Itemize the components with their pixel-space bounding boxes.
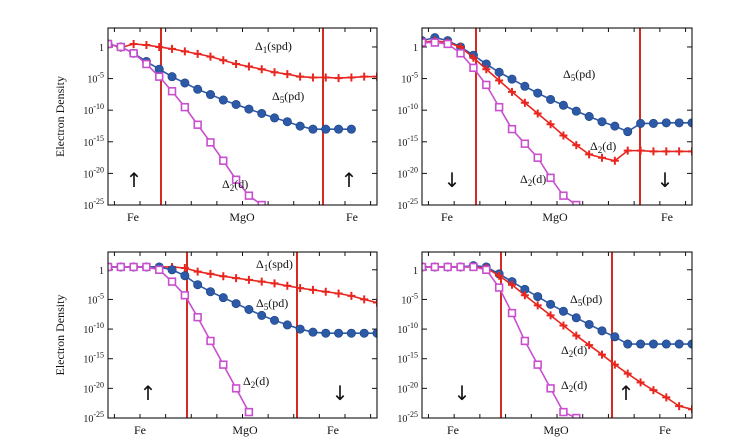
data-point	[309, 286, 317, 294]
data-point	[207, 338, 214, 345]
y-tick-label: $10^{-25}$	[83, 197, 104, 212]
data-point	[347, 73, 355, 81]
data-point	[258, 311, 266, 319]
series-line-2	[108, 267, 377, 333]
data-point	[220, 157, 227, 164]
data-point	[271, 68, 279, 76]
y-tick-label: $10^{-10}$	[397, 321, 418, 337]
y-tick-label: $10^{-25}$	[83, 410, 104, 425]
chart-panel-2	[397, 28, 696, 224]
data-point	[207, 139, 214, 146]
series-line-1	[108, 267, 377, 303]
data-point	[509, 310, 516, 317]
data-point	[219, 96, 227, 104]
data-point	[470, 64, 477, 71]
data-point	[168, 72, 176, 80]
data-point	[334, 125, 342, 133]
data-point	[521, 82, 529, 90]
data-point	[245, 305, 253, 313]
data-point	[675, 340, 683, 348]
data-point	[335, 290, 343, 298]
data-point	[373, 0, 381, 4]
data-point	[193, 85, 201, 93]
data-point	[431, 39, 438, 46]
region-label-3: Fe	[346, 210, 358, 224]
data-point	[637, 147, 645, 155]
data-point	[534, 361, 541, 368]
data-point	[521, 140, 528, 147]
data-point	[117, 264, 124, 271]
y-tick-label: 1	[413, 265, 418, 277]
y-tick-label: $10^{-20}$	[397, 165, 418, 181]
data-point	[246, 192, 253, 199]
data-point	[194, 268, 202, 276]
data-point	[495, 68, 503, 76]
region-label-3: Fe	[659, 423, 671, 437]
y-tick-label: $10^{-15}$	[397, 350, 418, 366]
chart-panel-3	[53, 252, 381, 437]
data-point	[598, 118, 606, 126]
data-point	[334, 329, 342, 337]
region-label-2: MgO	[543, 423, 569, 437]
region-label-2: MgO	[232, 423, 258, 437]
region-label-3: Fe	[327, 423, 339, 437]
spin-arrow-2: ↑	[617, 381, 635, 405]
series-label-2: $\Delta_2(d)$	[561, 343, 588, 359]
data-point	[283, 70, 291, 78]
data-point	[142, 41, 150, 49]
data-point	[169, 88, 176, 95]
data-point	[534, 154, 541, 161]
data-point	[130, 264, 137, 271]
data-point	[219, 293, 227, 301]
series-label-3: $\Delta_2(d)$	[561, 378, 588, 394]
data-point	[155, 65, 163, 73]
data-point	[322, 329, 330, 337]
data-point	[283, 321, 291, 329]
region-label-1: Fe	[127, 210, 139, 224]
data-point	[219, 56, 227, 64]
data-point	[206, 288, 214, 296]
series-label-3: $\Delta_2(d)$	[222, 177, 249, 193]
y-tick-label: $10^{-15}$	[397, 133, 418, 149]
data-point	[296, 73, 304, 81]
data-point	[360, 295, 368, 303]
series-label-1: $\Delta_5(pd)$	[563, 67, 596, 83]
series-line-2	[422, 41, 692, 161]
data-point	[245, 276, 253, 284]
series-line-1	[422, 266, 692, 344]
series-line-3	[108, 267, 249, 412]
data-point	[130, 40, 138, 48]
data-point	[662, 147, 670, 155]
data-point	[283, 282, 291, 290]
data-point	[296, 122, 304, 130]
y-tick-label: $10^{-10}$	[83, 102, 104, 118]
region-label-2: MgO	[229, 210, 255, 224]
data-point	[483, 81, 490, 88]
data-point	[572, 107, 580, 115]
data-point	[547, 174, 554, 181]
chart-panel-1	[53, 0, 381, 224]
data-point	[649, 147, 657, 155]
data-point	[117, 44, 124, 51]
data-point	[360, 329, 368, 337]
y-tick-label: $10^{-15}$	[83, 133, 104, 149]
y-tick-label: $10^{-25}$	[397, 197, 418, 212]
data-point	[245, 63, 253, 71]
y-tick-label: 1	[413, 42, 418, 54]
data-point	[662, 340, 670, 348]
data-point	[347, 125, 355, 133]
data-point	[572, 314, 580, 322]
data-point	[470, 264, 477, 271]
spin-arrow-1: ↑	[125, 168, 143, 192]
data-point	[675, 147, 683, 155]
series-label-2: $\Delta_2(d)$	[590, 139, 617, 155]
series-label-1: $\Delta_1(spd)$	[256, 257, 293, 273]
y-tick-label: $10^{-10}$	[83, 321, 104, 337]
region-label-3: Fe	[661, 210, 673, 224]
data-point	[444, 41, 451, 48]
spin-arrow-2: ↓	[656, 168, 674, 192]
data-point	[624, 127, 632, 135]
data-point	[547, 385, 554, 392]
data-point	[219, 272, 227, 280]
data-point	[675, 119, 683, 127]
y-tick-label: $10^{-5}$	[401, 70, 418, 86]
y-tick-label: $10^{-20}$	[397, 380, 418, 396]
data-point	[143, 264, 150, 271]
region-label-1: Fe	[447, 423, 459, 437]
data-point	[560, 192, 567, 199]
data-point	[546, 95, 554, 103]
data-point	[598, 327, 606, 335]
data-point	[155, 43, 163, 51]
data-point	[649, 386, 657, 394]
data-point	[283, 118, 291, 126]
data-point	[360, 73, 368, 81]
chart-panel-4	[397, 252, 696, 437]
data-point	[232, 274, 240, 282]
data-point	[181, 47, 189, 55]
data-point	[509, 126, 516, 133]
data-point	[636, 119, 644, 127]
data-point	[309, 125, 317, 133]
y-tick-label: $10^{-5}$	[87, 70, 104, 86]
data-point	[168, 266, 176, 274]
series-label-2: $\Delta_5(pd)$	[272, 89, 305, 105]
data-point	[232, 299, 240, 307]
data-point	[649, 119, 657, 127]
data-point	[156, 266, 163, 273]
y-tick-label: $10^{-5}$	[87, 291, 104, 307]
data-point	[534, 89, 542, 97]
data-point	[560, 409, 567, 416]
data-point	[233, 385, 240, 392]
data-point	[444, 264, 451, 271]
data-point	[611, 122, 619, 130]
data-point	[181, 79, 189, 87]
y-tick-label: $10^{-20}$	[83, 165, 104, 181]
data-point	[508, 75, 516, 83]
y-tick-label: 1	[99, 265, 104, 277]
spin-arrow-2: ↑	[340, 168, 358, 192]
data-point	[206, 270, 214, 278]
data-point	[232, 60, 240, 68]
data-point	[611, 333, 619, 341]
data-point	[258, 65, 266, 73]
data-point	[130, 50, 137, 57]
data-point	[559, 101, 567, 109]
data-point	[431, 264, 438, 271]
data-point	[156, 73, 163, 80]
data-point	[636, 340, 644, 348]
data-point	[296, 325, 304, 333]
y-tick-label: 1	[99, 42, 104, 54]
data-point	[194, 50, 202, 58]
spin-arrow-1: ↓	[443, 168, 461, 192]
region-label-2: MgO	[542, 210, 568, 224]
data-point	[322, 288, 330, 296]
spin-arrow-2: ↓	[331, 381, 349, 405]
data-point	[194, 121, 201, 128]
data-point	[246, 409, 253, 416]
series-label-3: $\Delta_2(d)$	[243, 374, 270, 390]
data-point	[347, 329, 355, 337]
series-label-1: $\Delta_5(pd)$	[570, 292, 603, 308]
data-point	[220, 361, 227, 368]
series-label-1: $\Delta_1(spd)$	[255, 39, 292, 55]
series-label-3: $\Delta_2(d)$	[520, 172, 547, 188]
data-point	[181, 272, 189, 280]
data-point	[457, 264, 464, 271]
data-point	[585, 112, 593, 120]
series-line-2	[108, 44, 351, 129]
y-tick-label: $10^{-5}$	[401, 291, 418, 307]
data-point	[559, 307, 567, 315]
data-point	[194, 314, 201, 321]
data-point	[309, 328, 317, 336]
data-point	[521, 338, 528, 345]
region-label-1: Fe	[441, 210, 453, 224]
data-point	[206, 53, 214, 61]
data-point	[534, 292, 542, 300]
data-point	[662, 119, 670, 127]
y-axis-label: Electron Density	[53, 294, 67, 376]
data-point	[496, 104, 503, 111]
data-point	[496, 284, 503, 291]
data-point	[270, 114, 278, 122]
data-point	[649, 340, 657, 348]
spin-arrow-1: ↑	[139, 381, 157, 405]
data-point	[322, 125, 330, 133]
data-point	[258, 109, 266, 117]
data-point	[193, 281, 201, 289]
region-label-1: Fe	[134, 423, 146, 437]
data-point	[270, 316, 278, 324]
y-axis-label: Electron Density	[53, 76, 67, 157]
data-point	[624, 340, 632, 348]
data-point	[483, 266, 490, 273]
data-point	[271, 279, 279, 287]
y-tick-label: $10^{-20}$	[83, 380, 104, 396]
data-point	[457, 50, 464, 57]
data-point	[360, 0, 368, 4]
data-point	[245, 105, 253, 113]
series-label-2: $\Delta_5(pd)$	[256, 296, 289, 312]
y-tick-label: $10^{-25}$	[397, 410, 418, 425]
data-point	[206, 90, 214, 98]
y-tick-label: $10^{-15}$	[83, 350, 104, 366]
data-point	[335, 74, 343, 82]
data-point	[232, 100, 240, 108]
data-point	[181, 104, 188, 111]
spin-arrow-1: ↓	[453, 381, 471, 405]
data-point	[168, 45, 176, 53]
data-point	[347, 292, 355, 300]
data-point	[169, 278, 176, 285]
y-tick-label: $10^{-10}$	[397, 102, 418, 118]
data-point	[143, 61, 150, 68]
data-point	[546, 300, 554, 308]
data-point	[585, 320, 593, 328]
data-point	[258, 278, 266, 286]
data-point	[309, 73, 317, 81]
data-point	[181, 292, 188, 299]
